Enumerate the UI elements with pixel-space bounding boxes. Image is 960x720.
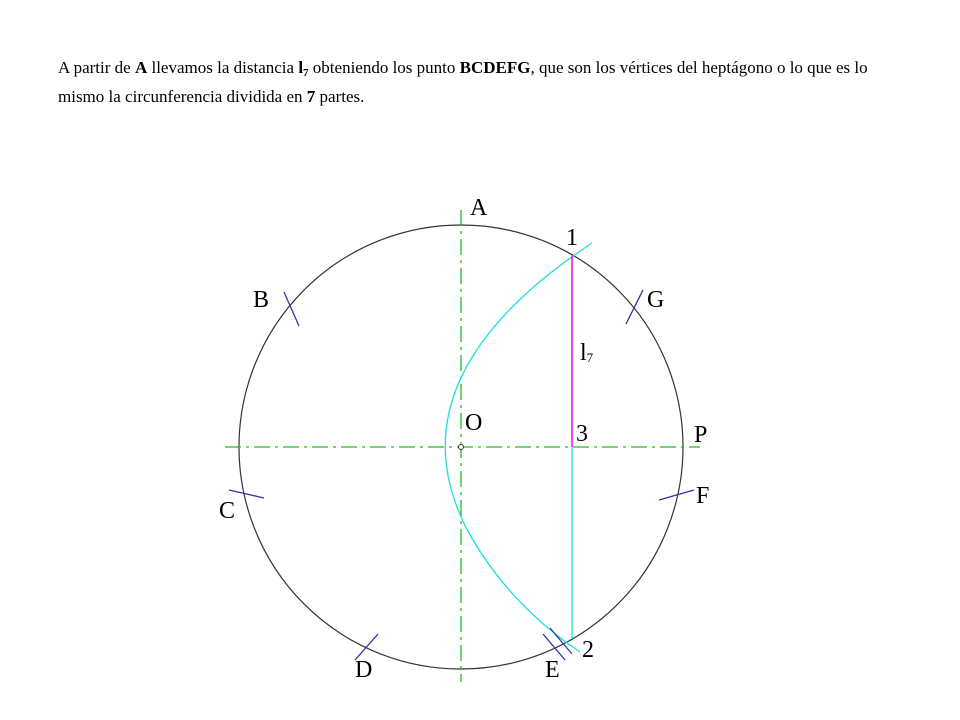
label-2: 2 [582, 637, 594, 663]
label-g: G [647, 287, 665, 313]
caption-l: l [298, 58, 304, 77]
label-e: E [545, 657, 560, 683]
label-3: 3 [576, 421, 588, 447]
caption-point-a: A [134, 58, 148, 77]
caption-text-4: , que son los vértices del heptágono o lo que es lo mismo la circunferencia dividida en [58, 58, 868, 106]
label-l7-sub: 7 [586, 350, 594, 365]
caption-text-2: llevamos la distancia [147, 58, 299, 77]
caption-text-5: partes. [315, 87, 365, 106]
caption-l-sub: 7 [303, 67, 309, 79]
caption-text-3: obteniendo los punto [308, 58, 460, 77]
label-f: F [696, 483, 710, 509]
center-point-o [459, 445, 464, 450]
tick-mark-c [229, 490, 264, 498]
tick-mark-g [626, 290, 643, 324]
label-l7-main: l [580, 340, 587, 366]
label-b: B [253, 287, 270, 313]
caption-vertices: BCDEFG [459, 58, 531, 77]
caption-seven: 7 [306, 87, 316, 106]
label-o: O [465, 410, 483, 436]
caption-text-1: A partir de [58, 58, 135, 77]
label-c: C [219, 498, 236, 524]
label-a: A [470, 195, 488, 221]
label-l7 [580, 340, 594, 366]
label-p: P [694, 422, 708, 448]
label-1: 1 [566, 225, 578, 251]
label-d: D [355, 657, 373, 683]
